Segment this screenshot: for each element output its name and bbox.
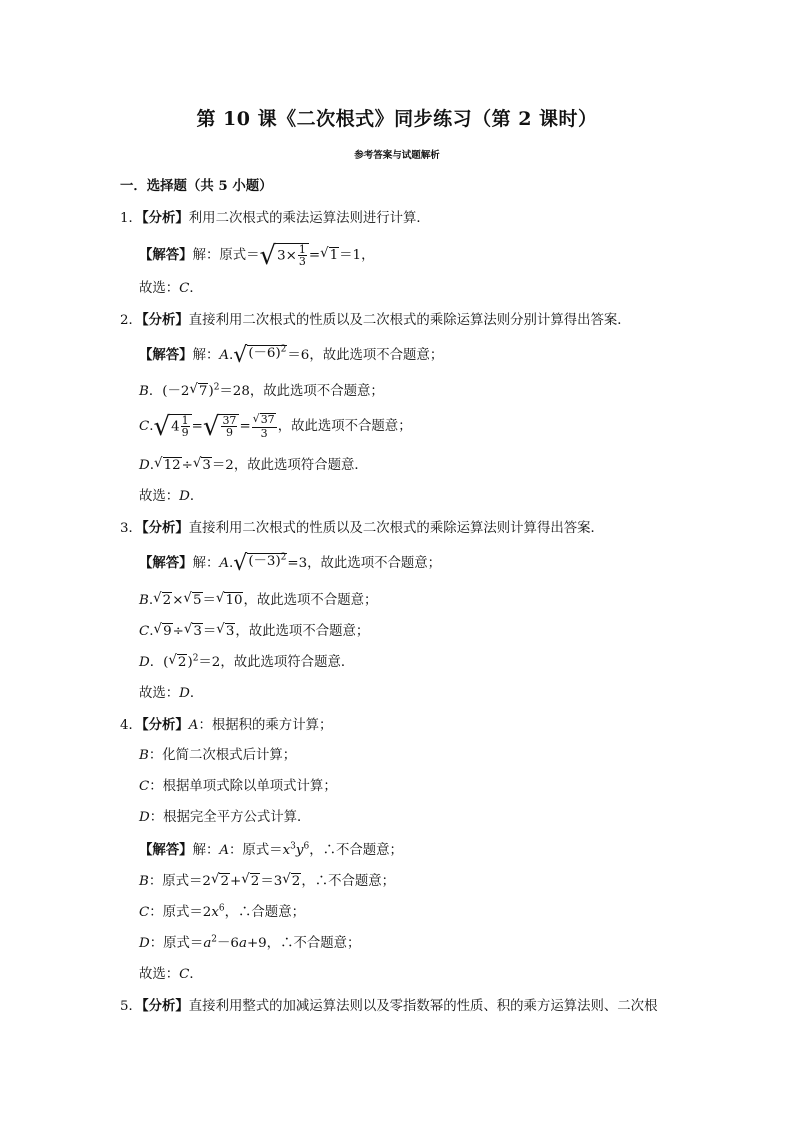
q2-option-d-line: D. √ 12 ÷ √ 3 ＝2，故此选项符合题意． [139,456,368,474]
radical-expression: √ 7 [189,382,208,400]
radical-expression: √ 5 [183,591,202,609]
radical-expression: √ 1 [320,246,339,264]
radical-expression: √ 12 [154,456,181,474]
radical-expression: √ 3 [183,622,202,640]
q3-option-a-line: 【解答】解：A. √ $(-3)^2$ =3，故此选项不合题意； [139,550,442,576]
radical-expression: √ $(-6)^2$ [233,342,287,368]
fraction: √ 37 3 [252,412,275,441]
radical-expression: √ $(-3)^2$ [233,550,287,576]
q4-analysis-b-line: B：化简二次根式后计算； [139,748,297,763]
radical-expression: √ 9 [153,622,172,640]
q2-option-c-line: C. √ 4 $\frac{1}{9}$ = √ $\frac{37}{9}$ = √ 37 3 ，故此选项不合题意； [139,411,412,442]
q2-choice-line: 故选：D． [139,489,204,504]
q4-answer-a-line: 【解答】解：A：原式$=x^3y^6$，∴不合题意； [139,841,403,858]
radical-expression: √ 10 [215,591,243,609]
radical-expression: √ 2 [153,591,172,609]
q3-option-c-line: C. √ 9 ÷ √ 3 ＝ √ 3 ，故此选项不合题意； [139,622,370,640]
q4-answer-c-line: C：原式$=2x^6$，∴合题意； [139,903,305,920]
q3-option-d-line: D．( √ 2 )$^2$＝2，故此选项符合题意． [139,653,355,671]
q3-choice-line: 故选：D． [139,686,204,701]
radical-expression: √ 3 [216,622,235,640]
q4-choice-line: 故选：C． [139,967,203,982]
q1-choice-line: 故选：C． [139,281,203,296]
radical-expression: √ 3 [192,456,211,474]
radical-expression: √ 2 [241,872,260,890]
q5-analysis-line: 5．【分析】直接利用整式的加减运算法则以及零指数幂的性质、积的乘方运算法则、二次根 [120,998,658,1014]
radical-expression: √ 2 [210,872,230,890]
q4-analysis-line: 4．【分析】A：根据积的乘方计算； [120,717,333,733]
radical-expression: √ 2 [168,653,187,671]
q4-analysis-d-line: D：根据完全平方公式计算． [139,810,311,825]
q1-answer-line: 【解答】解：原式＝ √ 3× $\frac{1}{3}$ = √ 1 ＝1， [139,240,375,271]
q3-option-b-line: B. √ 2 × √ 5 ＝ √ 10 ，故此选项不合题意； [139,591,378,609]
radical-expression: √ $\frac{37}{9}$ [203,414,240,440]
page-subtitle: 参考答案与试题解析 [354,150,440,161]
q4-analysis-c-line: C：根据单项式除以单项式计算； [139,779,337,794]
q4-answer-d-line: D：原式$=a^2-6a+9$，∴不合题意； [139,934,361,951]
q2-analysis-line: 2．【分析】直接利用二次根式的性质以及二次根式的乘除运算法则分别计算得出答案． [120,312,631,328]
q1-analysis-line: 1．【分析】利用二次根式的乘法运算法则进行计算． [120,210,430,226]
radical-expression: √ 3× $\frac{1}{3}$ [260,243,309,269]
q3-analysis-line: 3．【分析】直接利用二次根式的性质以及二次根式的乘除运算法则计算得出答案． [120,520,604,536]
radical-expression: √ 4 $\frac{1}{9}$ [154,414,192,440]
page-title: 第 10 课《二次根式》同步练习（第 2 课时） [196,108,598,130]
q4-answer-b-line: B：原式＝2 √ 2 + √ 2 ＝3 √ 2 ，∴不合题意； [139,872,396,890]
q2-option-a-line: 【解答】解：A. √ $(-6)^2$ ＝6，故此选项不合题意； [139,342,444,368]
radical-expression: √ 2 [282,872,301,890]
section-heading: 一．选择题（共 5 小题） [120,178,273,194]
q2-option-b-line: B．(－2 √ 7 )$^2$＝28，故此选项不合题意； [139,382,384,400]
